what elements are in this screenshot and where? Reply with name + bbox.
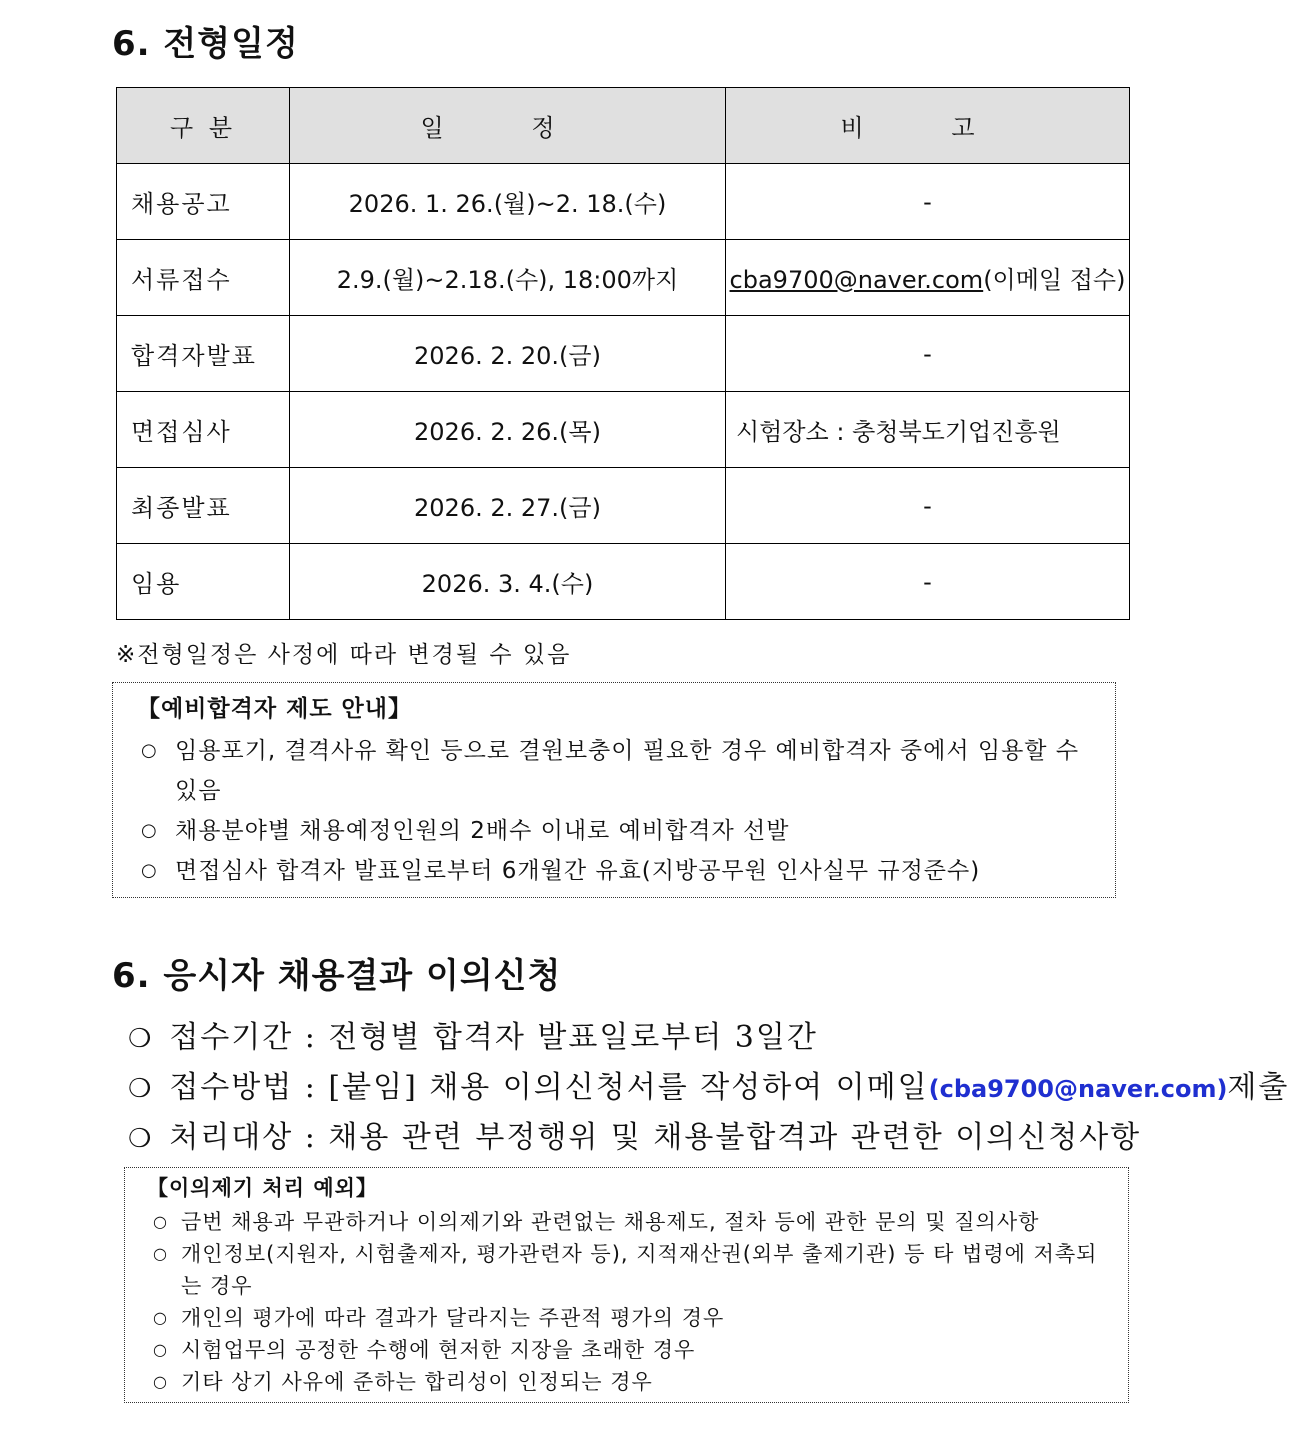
list-item xyxy=(147,1334,1114,1366)
bullet-circle-icon: ○ xyxy=(153,1244,168,1263)
schedule-footnote: ※전형일정은 사정에 따라 변경될 수 있음 xyxy=(116,642,572,668)
row-date: 2.9.(월)~2.18.(수), 18:00까지 xyxy=(290,240,726,316)
list-item xyxy=(137,851,1095,891)
list-item-text: 금번 채용과 무관하거나 이의제기와 관련없는 채용제도, 절차 등에 관한 문의 및 질의사항 xyxy=(181,1210,1040,1234)
list-item-text: 기타 상기 사유에 준하는 합리성이 인정되는 경우 xyxy=(181,1370,653,1394)
row-note: - xyxy=(726,544,1130,620)
list-item-text: 면접심사 합격자 발표일로부터 6개월간 유효(지방공무원 인사실무 규정준수) xyxy=(175,858,981,884)
bullet-circle-icon: ❍ xyxy=(128,1074,154,1104)
exception-list xyxy=(147,1206,1114,1398)
appeal-email-link[interactable]: (cba9700@naver.com) xyxy=(928,1075,1228,1103)
appeal-method-line xyxy=(128,1062,1289,1106)
appeal-target-line xyxy=(128,1112,1141,1156)
row-date: 2026. 3. 4.(수) xyxy=(290,544,726,620)
bullet-circle-icon: ○ xyxy=(153,1308,168,1327)
section-title-appeal: 6. 응시자 채용결과 이의신청 xyxy=(112,956,562,996)
header-category: 구 분 xyxy=(117,88,290,164)
row-stage: 임용 xyxy=(117,544,290,620)
box-title: 【예비합격자 제도 안내】 xyxy=(137,696,412,722)
list-item xyxy=(137,811,1095,851)
list-item-text: 채용분야별 채용예정인원의 2배수 이내로 예비합격자 선발 xyxy=(175,818,790,844)
row-note-suffix: (이메일 접수) xyxy=(983,266,1126,294)
table-row xyxy=(117,392,1130,468)
row-stage: 서류접수 xyxy=(117,240,290,316)
appeal-period-line xyxy=(128,1012,818,1056)
bullet-circle-icon: ○ xyxy=(141,860,158,881)
table-row xyxy=(117,240,1130,316)
bullet-circle-icon: ○ xyxy=(141,820,158,841)
list-item xyxy=(147,1366,1114,1398)
row-stage: 채용공고 xyxy=(117,164,290,240)
row-note: - xyxy=(726,316,1130,392)
row-stage: 면접심사 xyxy=(117,392,290,468)
row-note xyxy=(726,240,1130,316)
table-row xyxy=(117,164,1130,240)
list-item xyxy=(137,731,1095,811)
reserve-list xyxy=(137,731,1095,891)
appeal-exception-box xyxy=(124,1167,1129,1403)
row-note: - xyxy=(726,468,1130,544)
row-date: 2026. 2. 27.(금) xyxy=(290,468,726,544)
section-title-schedule: 6. 전형일정 xyxy=(112,24,299,64)
bullet-circle-icon: ○ xyxy=(153,1372,168,1391)
table-row xyxy=(117,544,1130,620)
header-schedule: 일 정 xyxy=(290,88,726,164)
table-row xyxy=(117,468,1130,544)
list-item-text: 개인정보(지원자, 시험출제자, 평가관련자 등), 지적재산권(외부 출제기관) 등 타 법령에 저촉되는 경우 xyxy=(181,1242,1098,1298)
table-header-row xyxy=(117,88,1130,164)
bullet-circle-icon: ○ xyxy=(153,1340,168,1359)
row-stage: 최종발표 xyxy=(117,468,290,544)
row-date: 2026. 1. 26.(월)~2. 18.(수) xyxy=(290,164,726,240)
list-item xyxy=(147,1302,1114,1334)
reserve-candidate-box xyxy=(112,682,1116,898)
row-stage: 합격자발표 xyxy=(117,316,290,392)
appeal-target-text: 처리대상 : 채용 관련 부정행위 및 채용불합격과 관련한 이의신청사항 xyxy=(169,1120,1142,1155)
list-item-text: 개인의 평가에 따라 결과가 달라지는 주관적 평가의 경우 xyxy=(181,1306,725,1330)
bullet-circle-icon: ○ xyxy=(141,740,158,761)
table-row xyxy=(117,316,1130,392)
bullet-circle-icon: ❍ xyxy=(128,1124,154,1154)
schedule-table xyxy=(116,87,1130,620)
row-note: 시험장소 : 충청북도기업진흥원 xyxy=(726,392,1130,468)
header-remarks: 비 고 xyxy=(726,88,1130,164)
row-date: 2026. 2. 26.(목) xyxy=(290,392,726,468)
list-item-text: 임용포기, 결격사유 확인 등으로 결원보충이 필요한 경우 예비합격자 중에서 임용할 수 있음 xyxy=(175,738,1080,804)
row-date: 2026. 2. 20.(금) xyxy=(290,316,726,392)
row-note: - xyxy=(726,164,1130,240)
email-link[interactable]: cba9700@naver.com xyxy=(729,266,984,294)
box-title: 【이의제기 처리 예외】 xyxy=(147,1176,378,1200)
list-item xyxy=(147,1206,1114,1238)
appeal-method-text: 접수방법 : [붙임] 채용 이의신청서를 작성하여 이메일 xyxy=(169,1070,929,1105)
appeal-period-text: 접수기간 : 전형별 합격자 발표일로부터 3일간 xyxy=(169,1020,818,1055)
appeal-method-suffix: 제출 xyxy=(1227,1070,1289,1105)
bullet-circle-icon: ○ xyxy=(153,1212,168,1231)
list-item-text: 시험업무의 공정한 수행에 현저한 지장을 초래한 경우 xyxy=(181,1338,696,1362)
bullet-circle-icon: ❍ xyxy=(128,1024,154,1054)
list-item xyxy=(147,1238,1114,1302)
